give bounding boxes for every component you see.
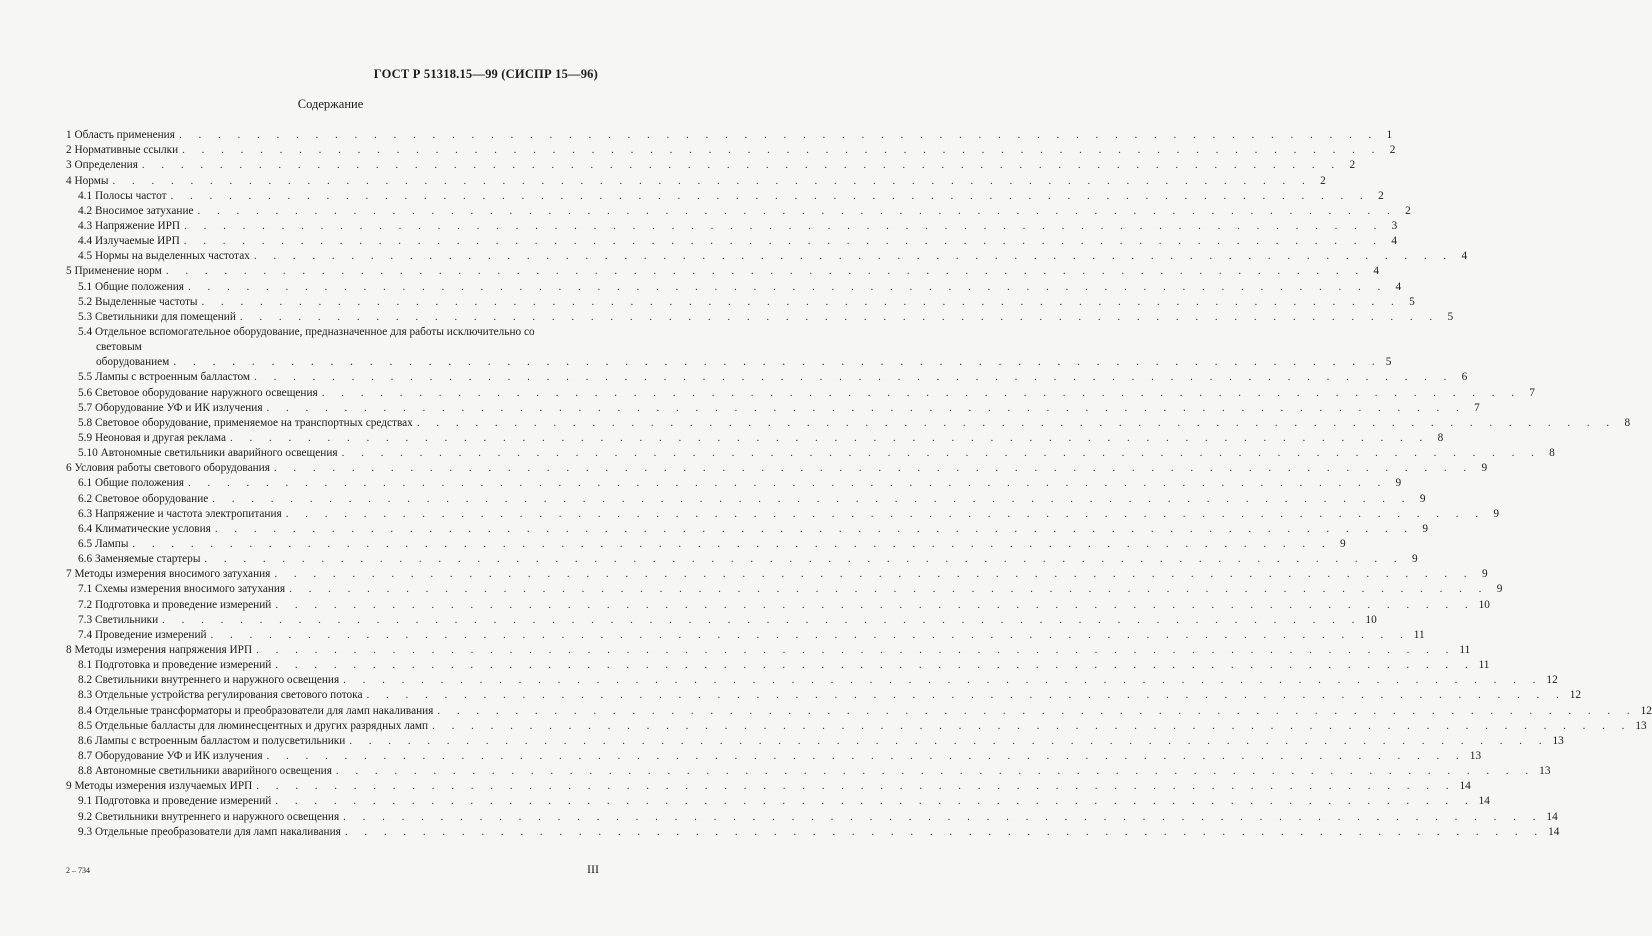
toc-leader-dots: . . . . . . . . . . . . . . . . . . . . . . . . . . . . . . . . . . . . . . . . . . . . . . . . . . . . . . . . . . . . . . [344, 825, 1545, 838]
toc-leader-dots: . . . . . . . . . . . . . . . . . . . . . . . . . . . . . . . . . . . . . . . . . . . . . . . . . . . . . . . . . . . . . . [343, 674, 1543, 687]
toc-entry-title: 7.2 Подготовка и проведение измерений [78, 598, 272, 611]
toc-entry-page: 11 [1413, 628, 1425, 641]
toc-entry-title: 8 Методы измерения напряжения ИРП [66, 643, 253, 656]
toc-entry-page: 14 [1478, 795, 1490, 808]
toc-entry-page: 14 [1546, 810, 1558, 823]
toc-entry-page: 5 [1409, 295, 1415, 308]
toc-entry [66, 734, 1564, 749]
toc-leader-dots: . . . . . . . . . . . . . . . . . . . . . . . . . . . . . . . . . . . . . . . . . . . . . . . . . . . . . . . . . . . . . . [254, 371, 1454, 384]
toc-entry-title: 6.6 Заменяемые стартеры [78, 553, 201, 566]
toc-entry [66, 385, 1535, 400]
toc-entry [66, 204, 1411, 219]
toc-entry-title: 5.2 Выделенные частоты [78, 295, 198, 308]
toc-entry-page: 4 [1461, 250, 1468, 263]
toc-leader-dots: . . . . . . . . . . . . . . . . . . . . . . . . . . . . . . . . . . . . . . . . . . . . . . . . . . . . . . . . . . . . . . [214, 522, 1415, 535]
toc-leader-dots: . . . . . . . . . . . . . . . . . . . . . . . . . . . . . . . . . . . . . . . . . . . . . . . . . . . . . . . . . . . . . . [112, 174, 1312, 187]
toc-entry-page: 4 [1395, 280, 1402, 293]
toc-entry-title: 4 Нормы [66, 174, 109, 187]
toc-entry [66, 173, 1326, 188]
toc-entry [66, 582, 1503, 597]
toc-leader-dots: . . . . . . . . . . . . . . . . . . . . . . . . . . . . . . . . . . . . . . . . . . . . . . . . . . . . . . . . . . . . . . [273, 462, 1474, 475]
toc-entry [66, 295, 1415, 310]
toc-entry [66, 537, 1346, 552]
toc-entry [66, 794, 1490, 809]
toc-entry-page: 12 [1546, 674, 1558, 687]
toc-entry [66, 491, 1426, 506]
toc-entry-title: 4.4 Излучаемые ИРП [78, 235, 180, 248]
toc-entry-title: 8.5 Отдельные балласты для люминесцентных и других разрядных ламп [78, 719, 429, 732]
toc-entry-title: 8.2 Светильники внутреннего и наружного освещения [78, 674, 340, 687]
toc-entry-title: 7.4 Проведение измерений [78, 628, 207, 641]
toc-entry [66, 567, 1488, 582]
toc-leader-dots: . . . . . . . . . . . . . . . . . . . . . . . . . . . . . . . . . . . . . . . . . . . . . . . . . . . . . . . . . . . . . . [321, 386, 1521, 399]
toc-entry-page: 11 [1459, 643, 1471, 656]
toc-entry-page: 9 [1481, 462, 1488, 475]
toc-entry-title: 9 Методы измерения излучаемых ИРП [66, 780, 253, 793]
toc-entry [66, 552, 1418, 567]
toc-entry-page: 13 [1539, 765, 1551, 778]
toc-entry [66, 431, 1444, 446]
toc-entry [66, 370, 1468, 385]
toc-leader-dots: . . . . . . . . . . . . . . . . . . . . . . . . . . . . . . . . . . . . . . . . . . . . . . . . . . . . . . . . . . . . . . [266, 749, 1466, 762]
toc-entry-title: 6.3 Напряжение и частота электропитания [78, 507, 282, 520]
toc-entry-page: 7 [1474, 401, 1480, 414]
toc-entry [66, 219, 1398, 234]
toc-entry-page: 9 [1412, 553, 1418, 566]
toc-leader-dots: . . . . . . . . . . . . . . . . . . . . . . . . . . . . . . . . . . . . . . . . . . . . . . . . . . . . . . . . . . . . . . [341, 447, 1541, 460]
toc-entry-page: 12 [1640, 704, 1652, 717]
toc-entry-title: 4.3 Напряжение ИРП [78, 219, 181, 232]
toc-entry-title: 8.6 Лампы с встроенным балластом и полусветильники [78, 734, 346, 747]
toc-entry [66, 234, 1397, 249]
toc-entry [66, 764, 1551, 779]
toc-entry-title: 5.9 Неоновая и другая реклама [78, 432, 227, 444]
toc-entry [66, 507, 1499, 522]
toc-entry-page: 2 [1349, 159, 1356, 172]
toc-entry-title: 5 Применение норм [66, 265, 162, 278]
toc-entry [66, 279, 1402, 294]
toc-entry-page: 4 [1373, 265, 1380, 278]
toc-entry-title: 7.1 Схемы измерения вносимого затухания [78, 583, 286, 596]
toc-entry-title: 8.1 Подготовка и проведение измерений [78, 659, 272, 672]
toc-leader-dots: . . . . . . . . . . . . . . . . . . . . . . . . . . . . . . . . . . . . . . . . . . . . . . . . . . . . . . . . . . . . . . [187, 280, 1388, 293]
toc-entry [66, 416, 1631, 431]
toc-leader-dots: . . . . . . . . . . . . . . . . . . . . . . . . . . . . . . . . . . . . . . . . . . . . . . . . . . . . . . . . . . . . . . [165, 265, 1366, 278]
toc-entry [66, 158, 1356, 173]
toc-entry-title: 8.3 Отдельные устройства регулирования светового потока [78, 689, 363, 702]
toc-entry-page: 13 [1552, 734, 1564, 747]
toc-entry-title: 2 Нормативные ссылки [66, 144, 179, 157]
toc-entry-page: 9 [1493, 507, 1499, 520]
toc-entry-title: 4.5 Нормы на выделенных частотах [78, 250, 250, 263]
toc-entry-title: 5.4 Отдельное вспомогательное оборудование, предназначенное для работы исключительно со [78, 325, 535, 338]
toc-leader-dots: . . . . . . . . . . . . . . . . . . . . . . . . . . . . . . . . . . . . . . . . . . . . . . . . . . . . . . . . . . . . . . [256, 780, 1456, 793]
toc-entry-page: 8 [1624, 416, 1631, 429]
toc-leader-dots: . . . . . . . . . . . . . . . . . . . . . . . . . . . . . . . . . . . . . . . . . . . . . . . . . . . . . . . . . . . . . . [335, 765, 1536, 778]
toc-entry [66, 128, 1393, 143]
toc-entry [66, 779, 1471, 794]
toc-entry-title: 5.6 Световое оборудование наружного освещения [78, 386, 318, 399]
toc-entry-page: 3 [1391, 219, 1398, 232]
toc-entry-title: 8.4 Отдельные трансформаторы и преобразователи для ламп накаливания [78, 704, 434, 717]
toc-entry-page: 8 [1549, 447, 1555, 460]
toc-entry-page: 10 [1478, 598, 1490, 611]
toc-entry [66, 401, 1480, 416]
toc-entry-title: 9.1 Подготовка и проведение измерений [78, 795, 272, 808]
toc-entry-page: 12 [1569, 689, 1582, 702]
toc-entry-title: 6.1 Общие положения [78, 477, 184, 490]
toc-entry-page: 14 [1459, 780, 1471, 793]
standard-header: ГОСТ Р 51318.15—99 (СИСПР 15—96) [373, 67, 598, 81]
toc-entry [66, 613, 1377, 628]
toc-entry-page: 9 [1395, 477, 1402, 490]
toc-entry [66, 143, 1396, 158]
toc-entry-title-continued: световым оборудованием [96, 340, 170, 369]
toc-entry [66, 446, 1555, 461]
toc-entry [66, 476, 1402, 491]
toc-entry-page: 7 [1529, 386, 1535, 399]
toc-entry-page: 10 [1365, 613, 1377, 626]
toc-entry [66, 643, 1471, 658]
toc-title: Содержание [297, 97, 364, 111]
toc-entry-page: 9 [1422, 522, 1429, 535]
toc-leader-dots: . . . . . . . . . . . . . . . . . . . . . . . . . . . . . . . . . . . . . . . . . . . . . . . . . . . . . . . . . . . . . . [289, 583, 1489, 596]
toc-entry-page: 2 [1405, 204, 1411, 217]
toc-entry-title: 3 Определения [66, 159, 138, 172]
toc-entry [66, 189, 1384, 204]
toc-entry-title: 5.3 Светильники для помещений [78, 310, 236, 323]
toc-entry-page: 5 [1385, 356, 1392, 369]
toc-leader-dots: . . . . . . . . . . . . . . . . . . . . . . . . . . . . . . . . . . . . . . . . . . . . . . . . . . . . . . . . . . . . . . [275, 795, 1475, 808]
toc-leader-dots: . . . . . . . . . . . . . . . . . . . . . . . . . . . . . . . . . . . . . . . . . . . . . . . . . . . . . . . . . . . . . . [253, 250, 1454, 263]
toc-entry-page: 9 [1340, 537, 1346, 550]
toc-leader-dots: . . . . . . . . . . . . . . . . . . . . . . . . . . . . . . . . . . . . . . . . . . . . . . . . . . . . . . . . . . . . . . [212, 492, 1412, 505]
toc-leader-dots: . . . . . . . . . . . . . . . . . . . . . . . . . . . . . . . . . . . . . . . . . . . . . . . . . . . . . . . . . . . . . . [437, 704, 1637, 717]
toc-entry-title: 9.3 Отдельные преобразователи для ламп накаливания [78, 825, 341, 838]
toc-leader-dots: . . . . . . . . . . . . . . . . . . . . . . . . . . . . . . . . . . . . . . . . . . . . . . . . . . . . . . . . . . . . . . [366, 689, 1566, 702]
toc-entry-title: 5.1 Общие положения [78, 280, 184, 293]
toc-leader-dots: . . . . . . . . . . . . . . . . . . . . . . . . . . . . . . . . . . . . . . . . . . . . . . . . . . . . . . . . . . . . . . [432, 719, 1632, 732]
toc-entry-page: 4 [1391, 235, 1397, 248]
toc-entry [66, 325, 1392, 370]
toc-entry-title: 5.10 Автономные светильники аварийного освещения [78, 447, 338, 460]
toc-entry [66, 749, 1482, 764]
toc-entry-title: 8.7 Оборудование УФ и ИК излучения [78, 749, 263, 762]
toc-entry [66, 703, 1652, 718]
toc-entry-page: 6 [1461, 371, 1468, 384]
toc-entry-page: 2 [1320, 174, 1326, 187]
toc-leader-dots: . . . . . . . . . . . . . . . . . . . . . . . . . . . . . . . . . . . . . . . . . . . . . . . . . . . . . . . . . . . . . . [256, 643, 1456, 656]
toc-entry-title: 1 Область применения [66, 129, 175, 142]
page-number: III [587, 862, 599, 876]
toc-leader-dots: . . . . . . . . . . . . . . . . . . . . . . . . . . . . . . . . . . . . . . . . . . . . . . . . . . . . . . . . . . . . . . [210, 628, 1410, 641]
toc-leader-dots: . . . . . . . . . . . . . . . . . . . . . . . . . . . . . . . . . . . . . . . . . . . . . . . . . . . . . . . . . . . . . . [141, 159, 1342, 172]
toc-entry-page: 9 [1496, 583, 1503, 596]
toc-entry-title: 6.5 Лампы [78, 537, 129, 550]
toc-leader-dots: . . . . . . . . . . . . . . . . . . . . . . . . . . . . . . . . . . . . . . . . . . . . . . . . . . . . . . . . . . . . . . [162, 613, 1362, 626]
toc-entry [66, 461, 1488, 476]
toc-entry [66, 719, 1647, 734]
toc-entry-title: 7 Методы измерения вносимого затухания [66, 568, 271, 581]
toc-entry-title: 5.5 Лампы с встроенным балластом [78, 371, 251, 384]
toc-entry-page: 9 [1419, 492, 1426, 505]
toc-leader-dots: . . . . . . . . . . . . . . . . . . . . . . . . . . . . . . . . . . . . . . . . . . . . . . . . . . . . . . . . . . . . . . [183, 235, 1383, 248]
toc-entry-title: 6.2 Световое оборудование [78, 492, 209, 505]
toc-entry-page: 2 [1378, 189, 1384, 202]
toc-entry-page: 14 [1548, 825, 1560, 838]
toc-leader-dots: . . . . . . . . . . . . . . . . . . . . . . . . . . . . . . . . . . . . . . . . . . . . . . . . . . . . . . . . . . . . . . [285, 507, 1485, 520]
toc-entry [66, 249, 1468, 264]
toc-entry-page: 8 [1437, 432, 1444, 444]
toc-entry [66, 310, 1454, 325]
toc-entry-title: 9.2 Светильники внутреннего и наружного освещения [78, 810, 340, 823]
toc-entry-title: 6.4 Климатические условия [78, 522, 211, 535]
toc-entry [66, 658, 1490, 673]
toc-entry [66, 597, 1490, 612]
toc-entry-title: 6 Условия работы светового оборудования [66, 462, 270, 475]
toc-entry-page: 1 [1386, 129, 1393, 142]
toc-leader-dots: . . . . . . . . . . . . . . . . . . . . . . . . . . . . . . . . . . . . . . . . . . . . . . . . . . . . . . . . . . . . . . [275, 598, 1475, 611]
toc-entry-title: 8.8 Автономные светильники аварийного освещения [78, 765, 332, 778]
toc-leader-dots: . . . . . . . . . . . . . . . . . . . . . . . . . . . . . . . . . . . . . . . . . . . . . . . . . . . . . . . . . . . . . . [173, 356, 1382, 369]
toc-leader-dots: . . . . . . . . . . . . . . . . . . . . . . . . . . . . . . . . . . . . . . . . . . . . . . . . . . . . . . . . . . . . . . [184, 219, 1384, 232]
toc-entry [66, 264, 1380, 279]
toc-entry [66, 809, 1558, 824]
toc-entry [66, 688, 1582, 703]
toc-entry-title: 5.8 Световое оборудование, применяемое на транспортных средствах [78, 416, 413, 429]
toc-entry-title: 4.2 Вносимое затухание [78, 204, 194, 217]
toc-entry-page: 11 [1478, 659, 1490, 672]
toc-entry [66, 522, 1429, 537]
footer-sheet-code: 2 – 734 [66, 866, 90, 875]
toc-leader-dots: . . . . . . . . . . . . . . . . . . . . . . . . . . . . . . . . . . . . . . . . . . . . . . . . . . . . . . . . . . . . . . [182, 144, 1382, 157]
toc-entry-page: 13 [1635, 719, 1647, 732]
toc-leader-dots: . . . . . . . . . . . . . . . . . . . . . . . . . . . . . . . . . . . . . . . . . . . . . . . . . . . . . . . . . . . . . . [266, 401, 1466, 414]
toc-entry-page: 5 [1447, 310, 1454, 323]
toc-leader-dots: . . . . . . . . . . . . . . . . . . . . . . . . . . . . . . . . . . . . . . . . . . . . . . . . . . . . . . . . . . . . . . [275, 659, 1475, 672]
toc-leader-dots: . . . . . . . . . . . . . . . . . . . . . . . . . . . . . . . . . . . . . . . . . . . . . . . . . . . . . . . . . . . . . . [349, 734, 1549, 747]
toc-entry [66, 825, 1560, 840]
toc-entry [66, 628, 1425, 643]
toc-leader-dots: . . . . . . . . . . . . . . . . . . . . . . . . . . . . . . . . . . . . . . . . . . . . . . . . . . . . . . . . . . . . . . [197, 204, 1397, 217]
toc-entry-title: 4.1 Полосы частот [78, 189, 167, 202]
toc-leader-dots: . . . . . . . . . . . . . . . . . . . . . . . . . . . . . . . . . . . . . . . . . . . . . . . . . . . . . . . . . . . . . . [416, 416, 1617, 429]
table-of-contents [66, 128, 1652, 840]
toc-leader-dots: . . . . . . . . . . . . . . . . . . . . . . . . . . . . . . . . . . . . . . . . . . . . . . . . . . . . . . . . . . . . . . [343, 810, 1543, 823]
toc-entry [66, 673, 1558, 688]
toc-leader-dots: . . . . . . . . . . . . . . . . . . . . . . . . . . . . . . . . . . . . . . . . . . . . . . . . . . . . . . . . . . . . . . [230, 432, 1430, 444]
toc-leader-dots: . . . . . . . . . . . . . . . . . . . . . . . . . . . . . . . . . . . . . . . . . . . . . . . . . . . . . . . . . . . . . . [170, 189, 1370, 202]
toc-entry-page: 13 [1469, 749, 1482, 762]
toc-entry-title: 7.3 Светильники [78, 613, 159, 626]
toc-entry-title: 5.7 Оборудование УФ и ИК излучения [78, 401, 263, 414]
toc-entry-page: 2 [1389, 144, 1396, 157]
toc-leader-dots: . . . . . . . . . . . . . . . . . . . . . . . . . . . . . . . . . . . . . . . . . . . . . . . . . . . . . . . . . . . . . . [178, 129, 1379, 142]
toc-leader-dots: . . . . . . . . . . . . . . . . . . . . . . . . . . . . . . . . . . . . . . . . . . . . . . . . . . . . . . . . . . . . . . [187, 477, 1388, 490]
toc-leader-dots: . . . . . . . . . . . . . . . . . . . . . . . . . . . . . . . . . . . . . . . . . . . . . . . . . . . . . . . . . . . . . . [132, 537, 1332, 550]
toc-entry-page: 9 [1481, 568, 1488, 581]
toc-leader-dots: . . . . . . . . . . . . . . . . . . . . . . . . . . . . . . . . . . . . . . . . . . . . . . . . . . . . . . . . . . . . . . [201, 295, 1401, 308]
toc-leader-dots: . . . . . . . . . . . . . . . . . . . . . . . . . . . . . . . . . . . . . . . . . . . . . . . . . . . . . . . . . . . . . . [239, 310, 1440, 323]
toc-leader-dots: . . . . . . . . . . . . . . . . . . . . . . . . . . . . . . . . . . . . . . . . . . . . . . . . . . . . . . . . . . . . . . [274, 568, 1474, 581]
toc-leader-dots: . . . . . . . . . . . . . . . . . . . . . . . . . . . . . . . . . . . . . . . . . . . . . . . . . . . . . . . . . . . . . . [204, 553, 1404, 566]
